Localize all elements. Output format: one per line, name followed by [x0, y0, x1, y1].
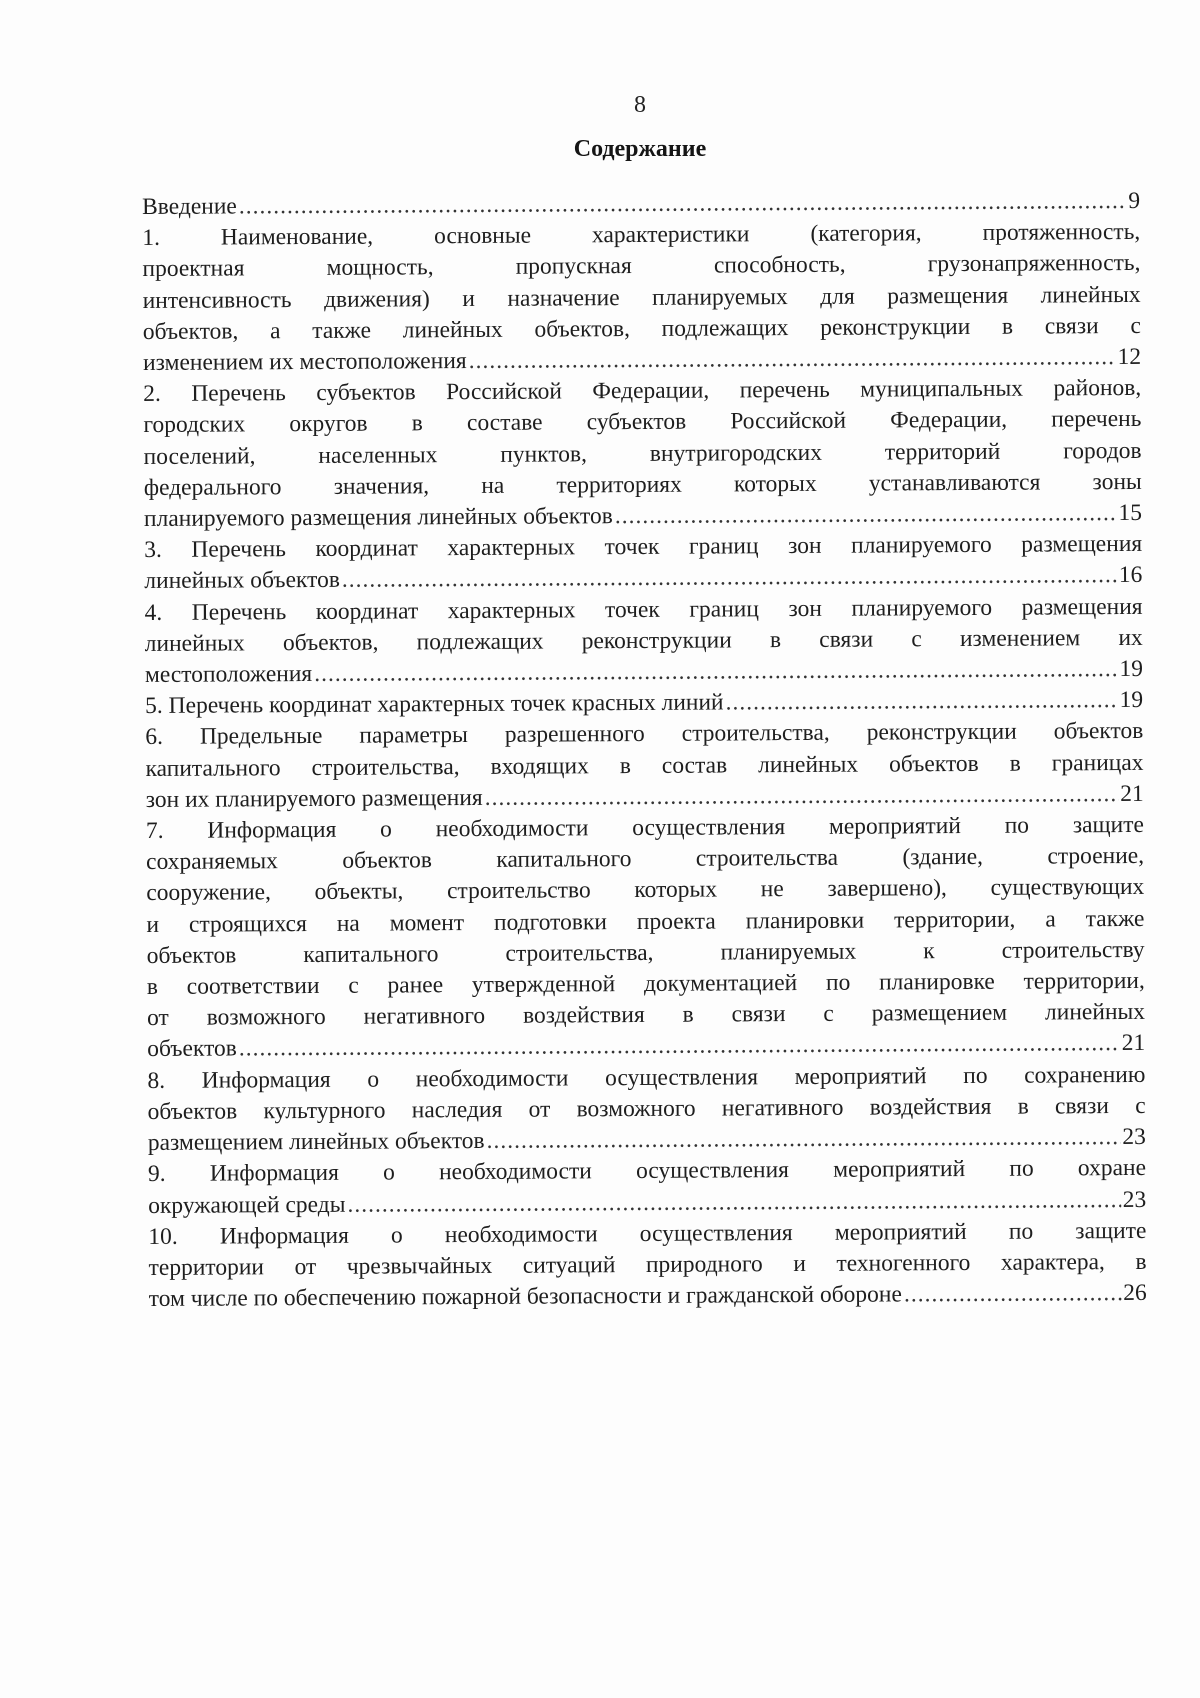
toc-entry-line: сохраняемых объектов капитального строительства (здание, строение,	[146, 843, 1145, 876]
toc-entry-line: 8. Информация о необходимости осуществления мероприятий по сохранению	[147, 1061, 1146, 1094]
toc-entry-line: 6. Предельные параметры разрешенного строительства, реконструкции объектов	[145, 718, 1144, 751]
toc-entry-line: 10. Информация о необходимости осуществления мероприятий по защите	[148, 1217, 1147, 1250]
toc-page-number: 21	[1121, 1030, 1146, 1057]
toc-page-number: 19	[1119, 655, 1144, 683]
toc-entry-text: Введение	[142, 193, 237, 220]
toc-entry-text: 5. Перечень координат характерных точек красных линий	[145, 689, 724, 720]
toc-page-number: 15	[1118, 499, 1143, 527]
toc-entry-line: федерального значения, на территориях которых устанавливаются зоны	[143, 468, 1142, 501]
toc-entry-line: 4. Перечень координат характерных точек границ зон планируемого размещения	[144, 593, 1143, 626]
dot-leader	[347, 1185, 1120, 1221]
toc-page-number: 23	[1122, 1186, 1147, 1213]
toc-entry	[142, 217, 1141, 379]
dot-leader	[342, 560, 1117, 596]
toc-entry-line: сооружение, объекты, строительство которых не завершено), существующих	[146, 874, 1145, 907]
dot-leader	[615, 498, 1117, 532]
toc-entry	[145, 716, 1144, 816]
toc-title: Содержание	[573, 136, 707, 162]
toc-entry-line: объектов капитального строительства, планируемых к строительству	[146, 936, 1145, 969]
toc-entry	[147, 1060, 1146, 1160]
toc-entry	[144, 529, 1142, 598]
toc-page-number: 19	[1119, 687, 1144, 714]
toc-entry	[144, 592, 1143, 692]
toc-entry-line: поселений, населенных пунктов, внутригородских территорий городов	[143, 437, 1142, 470]
toc-page-number: 26	[1123, 1279, 1147, 1307]
toc-entry-line: 9. Информация о необходимости осуществления мероприятий по охране	[147, 1155, 1147, 1188]
toc-entry-line: территории от чрезвычайных ситуаций природного и техногенного характера, в	[148, 1248, 1147, 1281]
toc-entry-line: 2. Перечень субъектов Российской Федерации, перечень муниципальных районов,	[143, 375, 1142, 408]
toc-entry	[148, 1153, 1146, 1222]
dot-leader	[239, 1029, 1120, 1066]
toc-entry-line: от возможного негативного воздействия в связи с размещением линейных	[146, 999, 1146, 1032]
toc-entry-line: и строящихся на момент подготовки проекта планировки территории, а также	[146, 905, 1145, 938]
dot-leader	[469, 342, 1116, 377]
toc-entry-text: местоположения	[144, 661, 313, 689]
toc-page-number: 16	[1118, 562, 1143, 589]
dot-leader	[485, 779, 1119, 814]
toc-entry-line: в соответствии с ранее утвержденной документацией по планировке территории,	[146, 967, 1145, 1001]
toc-entry-text: том числе по обеспечению пожарной безопасности и гражданской обороне	[148, 1281, 902, 1313]
toc-entry-line: 1. Наименование, основные характеристики (категория, протяженность,	[142, 219, 1141, 252]
toc-entry	[146, 810, 1146, 1066]
dot-leader	[486, 1122, 1120, 1157]
toc-entry-text: изменением их местоположения	[142, 348, 467, 377]
toc-entry-text: размещением линейных объектов	[147, 1128, 485, 1157]
toc-page-number: 12	[1117, 343, 1142, 371]
toc-entry-last-line	[149, 1278, 1147, 1315]
toc-entry-line: 7. Информация о необходимости осуществления мероприятий по защите	[145, 811, 1144, 845]
toc-page-number: 23	[1122, 1123, 1146, 1151]
toc-entry-line: городских округов в составе субъектов Российской Федерации, перечень	[143, 406, 1142, 439]
toc-entry-line: объектов, а также линейных объектов, подлежащих реконструкции в связи с	[142, 312, 1141, 345]
toc-page-number: 9	[1128, 187, 1141, 214]
toc-entry-line: 3. Перечень координат характерных точек границ зон планируемого размещения	[144, 531, 1143, 564]
toc-entry-line: капитального строительства, входящих в состав линейных объектов в границах	[145, 749, 1144, 782]
toc-entry-line: проектная мощность, пропускная способность, грузонапряженность,	[142, 250, 1141, 283]
toc-entry	[143, 373, 1142, 535]
toc-entry	[148, 1216, 1147, 1316]
page-number: 8	[634, 92, 646, 118]
toc-entry-text: линейных объектов	[144, 567, 340, 595]
toc-entry-text: зон их планируемого размещения	[145, 784, 483, 813]
toc-entry-line: объектов культурного наследия от возможного негативного воздействия в связи с	[147, 1092, 1146, 1125]
dot-leader	[904, 1278, 1122, 1311]
toc-entry-text: окружающей среды	[148, 1191, 346, 1219]
table-of-contents	[142, 186, 1147, 1315]
dot-leader	[314, 654, 1117, 690]
toc-entry-line: линейных объектов, подлежащих реконструкции в связи с изменением их	[144, 624, 1143, 657]
toc-entry-line: интенсивность движения) и назначение планируемых для размещения линейных	[142, 281, 1141, 314]
dot-leader	[725, 685, 1117, 719]
toc-entry-text: планируемого размещения линейных объектов	[143, 503, 613, 533]
toc-entry-text: объектов	[147, 1035, 237, 1063]
toc-page-number: 21	[1120, 780, 1144, 807]
